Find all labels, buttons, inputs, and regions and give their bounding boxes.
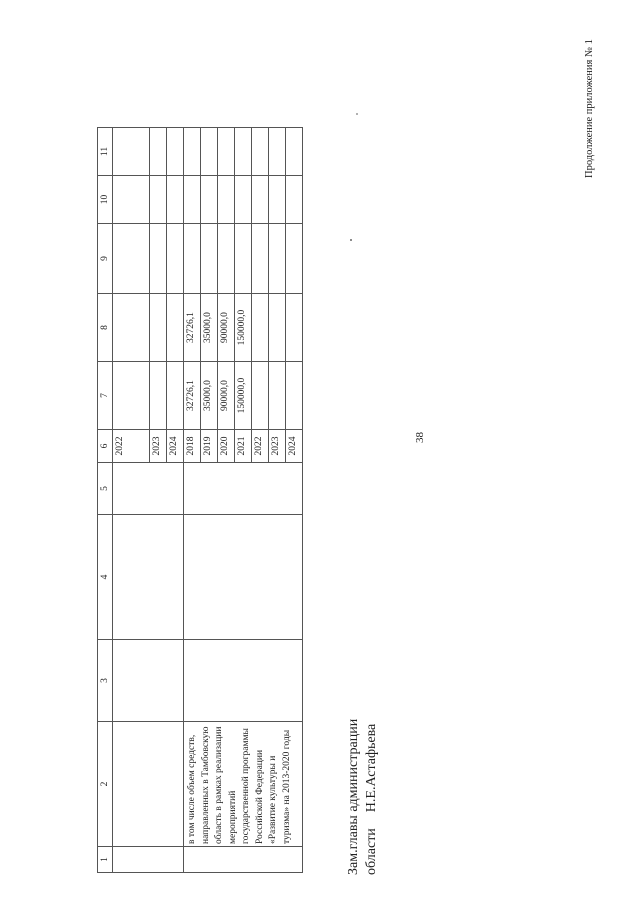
column-number: 7 [98, 362, 113, 430]
cell-8 [252, 294, 269, 362]
cell-7: 35000,0 [201, 362, 218, 430]
cell-7 [252, 362, 269, 430]
cell-4 [113, 515, 184, 640]
cell-11 [184, 128, 201, 176]
cell-7 [167, 362, 184, 430]
scan-speck [350, 239, 352, 241]
cell-8: 90000,0 [218, 294, 235, 362]
signature-title: Зам.главы администрации [346, 718, 361, 875]
cell-2 [113, 722, 184, 847]
cell-10 [269, 176, 286, 224]
cell-9 [113, 224, 150, 294]
cell-11 [252, 128, 269, 176]
cell-9 [201, 224, 218, 294]
year-cell: 2022 [113, 430, 150, 463]
cell-8 [113, 294, 150, 362]
cell-10 [113, 176, 150, 224]
cell-10 [252, 176, 269, 224]
cell-9 [150, 224, 167, 294]
cell-9 [252, 224, 269, 294]
year-cell: 2021 [235, 430, 252, 463]
cell-11 [150, 128, 167, 176]
cell-11 [167, 128, 184, 176]
cell-7: 150000,0 [235, 362, 252, 430]
column-number: 6 [98, 430, 113, 463]
column-number: 10 [98, 176, 113, 224]
cell-8: 35000,0 [201, 294, 218, 362]
signature-region: области [364, 828, 379, 875]
column-number: 5 [98, 463, 113, 515]
cell-8 [150, 294, 167, 362]
continuation-caption: Продолжение приложения № 1 [584, 39, 595, 178]
column-number: 8 [98, 294, 113, 362]
year-cell: 2023 [269, 430, 286, 463]
year-cell: 2018 [184, 430, 201, 463]
cell-11 [235, 128, 252, 176]
year-cell: 2024 [167, 430, 184, 463]
column-number: 3 [98, 640, 113, 722]
table-row [113, 128, 150, 873]
cell-7 [286, 362, 303, 430]
cell-10 [235, 176, 252, 224]
year-cell: 2019 [201, 430, 218, 463]
cell-9 [269, 224, 286, 294]
table-row [184, 128, 201, 873]
year-cell: 2022 [252, 430, 269, 463]
cell-9 [167, 224, 184, 294]
cell-3 [184, 640, 303, 722]
cell-7: 32726,1 [184, 362, 201, 430]
cell-10 [167, 176, 184, 224]
cell-10 [150, 176, 167, 224]
cell-7 [150, 362, 167, 430]
cell-7 [113, 362, 150, 430]
cell-5 [113, 463, 184, 515]
scan-speck [356, 113, 358, 115]
cell-11 [218, 128, 235, 176]
cell-4 [184, 515, 303, 640]
cell-11 [269, 128, 286, 176]
funding-description: в том числе объем средств, направленных в Тамбовскую область в рамках реализации мероприятий государственной программы Российской Федерации «Развитие культуры и туризма» на 2013-2020 годы [184, 722, 303, 847]
cell-10 [201, 176, 218, 224]
column-number: 9 [98, 224, 113, 294]
column-number: 11 [98, 128, 113, 176]
column-number: 2 [98, 722, 113, 847]
year-cell: 2024 [286, 430, 303, 463]
cell-8: 32726,1 [184, 294, 201, 362]
cell-11 [286, 128, 303, 176]
cell-1 [113, 847, 184, 873]
cell-3 [113, 640, 184, 722]
cell-8 [269, 294, 286, 362]
page-number: 38 [414, 432, 426, 443]
cell-10 [286, 176, 303, 224]
cell-1 [184, 847, 303, 873]
signature-block [345, 719, 381, 875]
cell-11 [113, 128, 150, 176]
budget-table [97, 127, 303, 873]
signature-name: Н.Е.Астафьева [364, 723, 379, 813]
column-number: 4 [98, 515, 113, 640]
column-number-row [98, 128, 113, 873]
cell-9 [286, 224, 303, 294]
cell-9 [218, 224, 235, 294]
cell-5 [184, 463, 303, 515]
cell-7 [269, 362, 286, 430]
cell-8 [286, 294, 303, 362]
signature-line [363, 719, 381, 875]
cell-9 [184, 224, 201, 294]
cell-9 [235, 224, 252, 294]
column-number: 1 [98, 847, 113, 873]
cell-8: 150000,0 [235, 294, 252, 362]
cell-8 [167, 294, 184, 362]
cell-11 [201, 128, 218, 176]
year-cell: 2023 [150, 430, 167, 463]
cell-10 [218, 176, 235, 224]
cell-7: 90000,0 [218, 362, 235, 430]
year-cell: 2020 [218, 430, 235, 463]
cell-10 [184, 176, 201, 224]
